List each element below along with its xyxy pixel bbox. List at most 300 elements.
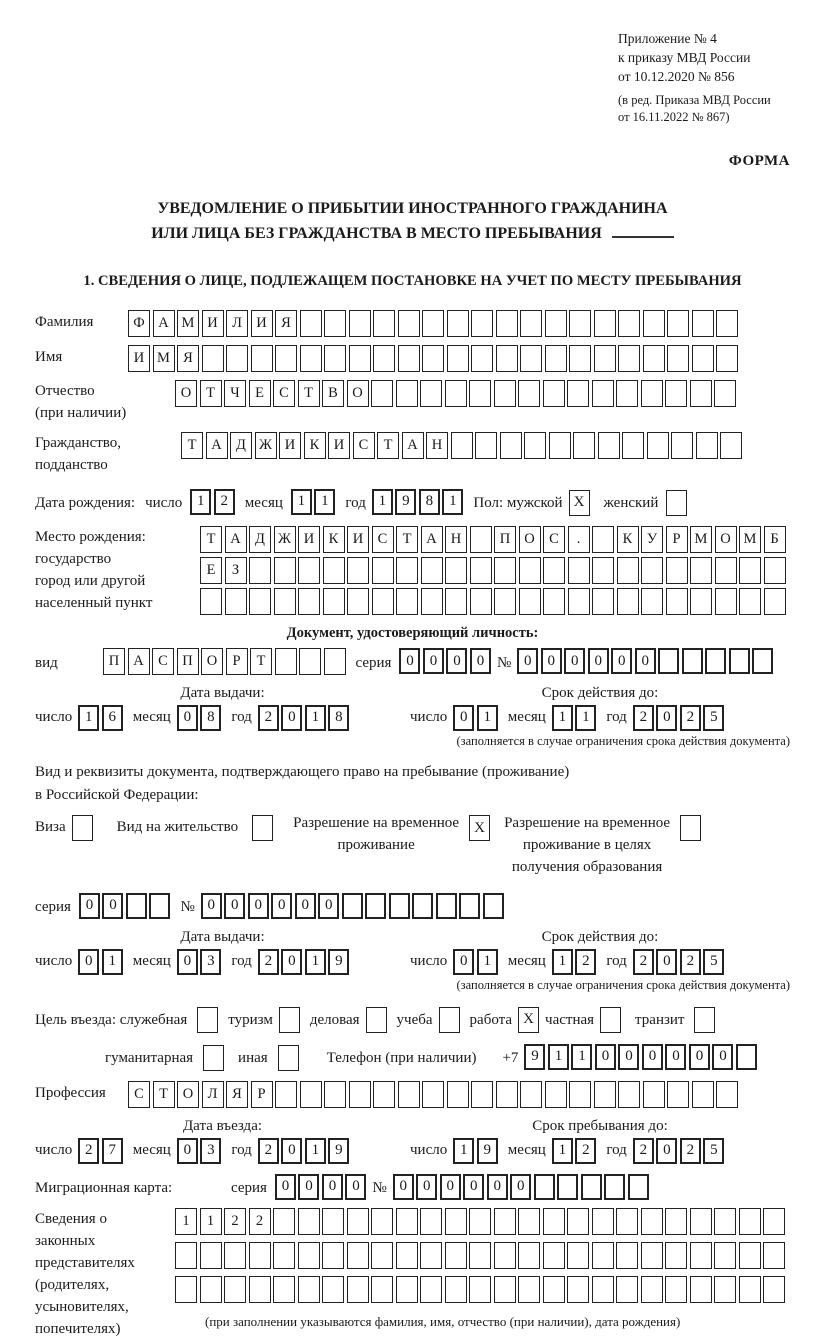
char-cell[interactable]: 1 xyxy=(477,705,498,731)
char-cell[interactable] xyxy=(494,588,516,615)
char-cell[interactable]: 0 xyxy=(345,1174,366,1200)
char-cell[interactable]: 2 xyxy=(633,949,654,975)
char-cell[interactable] xyxy=(445,588,467,615)
char-cell[interactable] xyxy=(568,588,590,615)
char-cell[interactable] xyxy=(592,1242,614,1269)
char-cell[interactable]: Т xyxy=(200,380,222,407)
char-cell[interactable]: 0 xyxy=(416,1174,437,1200)
char-cell[interactable] xyxy=(692,310,714,337)
char-cell[interactable] xyxy=(690,380,712,407)
char-cell[interactable] xyxy=(665,1208,687,1235)
char-cell[interactable] xyxy=(690,1208,712,1235)
char-cell[interactable] xyxy=(764,588,786,615)
char-cell[interactable] xyxy=(274,588,296,615)
char-cell[interactable]: 3 xyxy=(200,1138,221,1164)
char-cell[interactable]: Т xyxy=(200,526,222,553)
char-cell[interactable] xyxy=(373,310,395,337)
char-cell[interactable] xyxy=(322,1242,344,1269)
purpose-humanitarian-checkbox[interactable] xyxy=(203,1045,224,1071)
char-cell[interactable]: О xyxy=(519,526,541,553)
char-cell[interactable]: И xyxy=(128,345,150,372)
char-cell[interactable] xyxy=(273,1242,295,1269)
char-cell[interactable] xyxy=(543,380,565,407)
char-cell[interactable] xyxy=(739,1276,761,1303)
char-cell[interactable]: П xyxy=(494,526,516,553)
char-cell[interactable] xyxy=(715,588,737,615)
char-cell[interactable] xyxy=(617,588,639,615)
char-cell[interactable] xyxy=(469,380,491,407)
char-cell[interactable] xyxy=(347,1276,369,1303)
char-cell[interactable] xyxy=(715,557,737,584)
char-cell[interactable] xyxy=(149,893,170,919)
char-cell[interactable] xyxy=(690,1276,712,1303)
char-cell[interactable]: О xyxy=(715,526,737,553)
char-cell[interactable] xyxy=(396,1276,418,1303)
char-cell[interactable] xyxy=(573,432,595,459)
char-cell[interactable]: 8 xyxy=(419,489,440,515)
char-cell[interactable] xyxy=(275,1081,297,1108)
char-cell[interactable] xyxy=(665,380,687,407)
char-cell[interactable]: М xyxy=(153,345,175,372)
purpose-work-checkbox[interactable]: X xyxy=(518,1007,539,1033)
char-cell[interactable]: 2 xyxy=(680,705,701,731)
purpose-other-checkbox[interactable] xyxy=(278,1045,299,1071)
char-cell[interactable] xyxy=(543,1208,565,1235)
char-cell[interactable] xyxy=(389,893,410,919)
char-cell[interactable] xyxy=(622,432,644,459)
char-cell[interactable]: 0 xyxy=(298,1174,319,1200)
char-cell[interactable] xyxy=(736,1044,757,1070)
char-cell[interactable] xyxy=(373,1081,395,1108)
char-cell[interactable] xyxy=(545,310,567,337)
char-cell[interactable]: Н xyxy=(426,432,448,459)
char-cell[interactable] xyxy=(567,1276,589,1303)
char-cell[interactable] xyxy=(483,893,504,919)
char-cell[interactable] xyxy=(451,432,473,459)
char-cell[interactable] xyxy=(543,1242,565,1269)
char-cell[interactable] xyxy=(323,588,345,615)
char-cell[interactable] xyxy=(714,1276,736,1303)
char-cell[interactable]: 0 xyxy=(712,1044,733,1070)
char-cell[interactable] xyxy=(275,648,297,675)
char-cell[interactable] xyxy=(752,648,773,674)
char-cell[interactable]: С xyxy=(543,526,565,553)
char-cell[interactable] xyxy=(422,345,444,372)
char-cell[interactable] xyxy=(324,310,346,337)
temp-residence-edu-checkbox[interactable] xyxy=(680,815,701,841)
char-cell[interactable] xyxy=(545,345,567,372)
char-cell[interactable] xyxy=(447,310,469,337)
char-cell[interactable] xyxy=(469,1276,491,1303)
char-cell[interactable] xyxy=(447,1081,469,1108)
char-cell[interactable] xyxy=(398,310,420,337)
char-cell[interactable] xyxy=(251,345,273,372)
char-cell[interactable]: И xyxy=(251,310,273,337)
char-cell[interactable] xyxy=(549,432,571,459)
char-cell[interactable] xyxy=(372,557,394,584)
char-cell[interactable] xyxy=(764,557,786,584)
char-cell[interactable]: 0 xyxy=(656,1138,677,1164)
char-cell[interactable] xyxy=(396,588,418,615)
purpose-tourism-checkbox[interactable] xyxy=(279,1007,300,1033)
char-cell[interactable] xyxy=(763,1208,785,1235)
char-cell[interactable] xyxy=(225,588,247,615)
char-cell[interactable] xyxy=(445,1242,467,1269)
char-cell[interactable]: 0 xyxy=(618,1044,639,1070)
char-cell[interactable]: Т xyxy=(250,648,272,675)
char-cell[interactable]: 0 xyxy=(564,648,585,674)
char-cell[interactable]: 2 xyxy=(575,1138,596,1164)
char-cell[interactable]: Р xyxy=(226,648,248,675)
char-cell[interactable] xyxy=(342,893,363,919)
char-cell[interactable] xyxy=(347,588,369,615)
char-cell[interactable] xyxy=(471,1081,493,1108)
char-cell[interactable] xyxy=(349,1081,371,1108)
char-cell[interactable] xyxy=(604,1174,625,1200)
char-cell[interactable]: 0 xyxy=(463,1174,484,1200)
char-cell[interactable] xyxy=(471,345,493,372)
char-cell[interactable] xyxy=(569,310,591,337)
char-cell[interactable]: Т xyxy=(298,380,320,407)
char-cell[interactable] xyxy=(598,432,620,459)
char-cell[interactable] xyxy=(534,1174,555,1200)
char-cell[interactable]: 1 xyxy=(200,1208,222,1235)
char-cell[interactable]: 9 xyxy=(477,1138,498,1164)
char-cell[interactable] xyxy=(249,1276,271,1303)
char-cell[interactable] xyxy=(569,345,591,372)
char-cell[interactable] xyxy=(520,1081,542,1108)
char-cell[interactable]: М xyxy=(690,526,712,553)
char-cell[interactable]: 2 xyxy=(224,1208,246,1235)
char-cell[interactable]: . xyxy=(568,526,590,553)
char-cell[interactable]: С xyxy=(372,526,394,553)
char-cell[interactable] xyxy=(420,1242,442,1269)
char-cell[interactable] xyxy=(519,557,541,584)
char-cell[interactable] xyxy=(324,1081,346,1108)
char-cell[interactable] xyxy=(396,557,418,584)
char-cell[interactable]: 0 xyxy=(541,648,562,674)
char-cell[interactable]: 0 xyxy=(78,949,99,975)
purpose-official-checkbox[interactable] xyxy=(197,1007,218,1033)
char-cell[interactable]: 9 xyxy=(328,949,349,975)
char-cell[interactable]: П xyxy=(103,648,125,675)
char-cell[interactable]: 1 xyxy=(78,705,99,731)
char-cell[interactable]: А xyxy=(421,526,443,553)
char-cell[interactable]: 0 xyxy=(393,1174,414,1200)
char-cell[interactable] xyxy=(667,310,689,337)
char-cell[interactable] xyxy=(200,1276,222,1303)
char-cell[interactable] xyxy=(445,380,467,407)
char-cell[interactable] xyxy=(273,1276,295,1303)
char-cell[interactable]: 1 xyxy=(548,1044,569,1070)
char-cell[interactable] xyxy=(175,1242,197,1269)
char-cell[interactable] xyxy=(682,648,703,674)
char-cell[interactable]: 1 xyxy=(571,1044,592,1070)
char-cell[interactable]: 0 xyxy=(446,648,467,674)
char-cell[interactable]: 3 xyxy=(200,949,221,975)
char-cell[interactable] xyxy=(594,1081,616,1108)
char-cell[interactable]: 0 xyxy=(271,893,292,919)
char-cell[interactable]: 0 xyxy=(588,648,609,674)
char-cell[interactable] xyxy=(567,1208,589,1235)
char-cell[interactable] xyxy=(347,1208,369,1235)
char-cell[interactable] xyxy=(667,1081,689,1108)
char-cell[interactable]: 5 xyxy=(703,949,724,975)
char-cell[interactable]: И xyxy=(279,432,301,459)
char-cell[interactable]: О xyxy=(347,380,369,407)
char-cell[interactable] xyxy=(396,1208,418,1235)
char-cell[interactable] xyxy=(249,1242,271,1269)
char-cell[interactable]: И xyxy=(347,526,369,553)
char-cell[interactable] xyxy=(224,1276,246,1303)
purpose-private-checkbox[interactable] xyxy=(600,1007,621,1033)
char-cell[interactable] xyxy=(543,588,565,615)
char-cell[interactable] xyxy=(714,380,736,407)
char-cell[interactable]: 0 xyxy=(281,1138,302,1164)
char-cell[interactable]: 1 xyxy=(102,949,123,975)
char-cell[interactable] xyxy=(618,1081,640,1108)
char-cell[interactable]: 2 xyxy=(78,1138,99,1164)
char-cell[interactable]: М xyxy=(739,526,761,553)
char-cell[interactable]: З xyxy=(225,557,247,584)
char-cell[interactable]: 0 xyxy=(423,648,444,674)
char-cell[interactable] xyxy=(398,345,420,372)
char-cell[interactable] xyxy=(420,1276,442,1303)
char-cell[interactable]: О xyxy=(201,648,223,675)
char-cell[interactable]: 1 xyxy=(477,949,498,975)
char-cell[interactable] xyxy=(421,588,443,615)
char-cell[interactable]: Б xyxy=(764,526,786,553)
char-cell[interactable] xyxy=(323,557,345,584)
char-cell[interactable] xyxy=(200,1242,222,1269)
char-cell[interactable]: Л xyxy=(202,1081,224,1108)
char-cell[interactable] xyxy=(299,648,321,675)
char-cell[interactable]: 0 xyxy=(224,893,245,919)
char-cell[interactable]: 0 xyxy=(275,1174,296,1200)
char-cell[interactable] xyxy=(594,310,616,337)
char-cell[interactable]: 2 xyxy=(575,949,596,975)
char-cell[interactable]: 0 xyxy=(470,648,491,674)
char-cell[interactable]: 1 xyxy=(190,489,211,515)
char-cell[interactable]: 0 xyxy=(642,1044,663,1070)
char-cell[interactable]: 0 xyxy=(510,1174,531,1200)
char-cell[interactable]: Л xyxy=(226,310,248,337)
char-cell[interactable] xyxy=(518,380,540,407)
char-cell[interactable]: Я xyxy=(226,1081,248,1108)
char-cell[interactable]: П xyxy=(177,648,199,675)
char-cell[interactable]: 0 xyxy=(611,648,632,674)
char-cell[interactable]: С xyxy=(353,432,375,459)
char-cell[interactable]: К xyxy=(323,526,345,553)
char-cell[interactable]: 1 xyxy=(552,949,573,975)
char-cell[interactable]: 1 xyxy=(453,1138,474,1164)
char-cell[interactable] xyxy=(720,432,742,459)
char-cell[interactable]: 2 xyxy=(633,705,654,731)
char-cell[interactable] xyxy=(643,310,665,337)
char-cell[interactable] xyxy=(524,432,546,459)
char-cell[interactable] xyxy=(371,1242,393,1269)
char-cell[interactable] xyxy=(641,1242,663,1269)
char-cell[interactable] xyxy=(666,588,688,615)
char-cell[interactable] xyxy=(658,648,679,674)
char-cell[interactable]: Е xyxy=(200,557,222,584)
char-cell[interactable] xyxy=(347,1242,369,1269)
char-cell[interactable] xyxy=(739,1242,761,1269)
char-cell[interactable] xyxy=(469,1242,491,1269)
char-cell[interactable]: Ж xyxy=(274,526,296,553)
char-cell[interactable]: 0 xyxy=(635,648,656,674)
char-cell[interactable] xyxy=(398,1081,420,1108)
char-cell[interactable] xyxy=(671,432,693,459)
char-cell[interactable] xyxy=(371,380,393,407)
char-cell[interactable] xyxy=(324,648,346,675)
char-cell[interactable] xyxy=(496,345,518,372)
char-cell[interactable]: 0 xyxy=(201,893,222,919)
char-cell[interactable] xyxy=(322,1208,344,1235)
char-cell[interactable] xyxy=(714,1208,736,1235)
char-cell[interactable] xyxy=(594,345,616,372)
char-cell[interactable]: 0 xyxy=(517,648,538,674)
char-cell[interactable] xyxy=(300,310,322,337)
visa-checkbox[interactable] xyxy=(72,815,93,841)
char-cell[interactable] xyxy=(643,1081,665,1108)
char-cell[interactable]: Ж xyxy=(255,432,277,459)
char-cell[interactable] xyxy=(420,1208,442,1235)
char-cell[interactable]: Я xyxy=(177,345,199,372)
char-cell[interactable]: 0 xyxy=(79,893,100,919)
char-cell[interactable] xyxy=(459,893,480,919)
char-cell[interactable] xyxy=(518,1276,540,1303)
char-cell[interactable]: У xyxy=(641,526,663,553)
char-cell[interactable] xyxy=(592,1208,614,1235)
char-cell[interactable]: 0 xyxy=(177,949,198,975)
char-cell[interactable]: 2 xyxy=(258,705,279,731)
char-cell[interactable]: А xyxy=(128,648,150,675)
char-cell[interactable] xyxy=(518,1242,540,1269)
char-cell[interactable] xyxy=(616,1208,638,1235)
char-cell[interactable] xyxy=(347,557,369,584)
char-cell[interactable] xyxy=(249,557,271,584)
char-cell[interactable]: 0 xyxy=(177,705,198,731)
char-cell[interactable]: 0 xyxy=(656,705,677,731)
char-cell[interactable] xyxy=(739,1208,761,1235)
char-cell[interactable] xyxy=(494,1276,516,1303)
char-cell[interactable]: 1 xyxy=(575,705,596,731)
char-cell[interactable] xyxy=(592,1276,614,1303)
char-cell[interactable] xyxy=(445,557,467,584)
char-cell[interactable] xyxy=(763,1242,785,1269)
char-cell[interactable] xyxy=(500,432,522,459)
char-cell[interactable] xyxy=(618,345,640,372)
char-cell[interactable] xyxy=(421,557,443,584)
char-cell[interactable]: 1 xyxy=(175,1208,197,1235)
char-cell[interactable] xyxy=(226,345,248,372)
char-cell[interactable]: 1 xyxy=(305,949,326,975)
char-cell[interactable] xyxy=(545,1081,567,1108)
char-cell[interactable] xyxy=(569,1081,591,1108)
char-cell[interactable]: 2 xyxy=(680,949,701,975)
char-cell[interactable]: 6 xyxy=(102,705,123,731)
char-cell[interactable]: 0 xyxy=(595,1044,616,1070)
char-cell[interactable]: 0 xyxy=(102,893,123,919)
char-cell[interactable] xyxy=(520,310,542,337)
char-cell[interactable] xyxy=(616,1276,638,1303)
char-cell[interactable]: 0 xyxy=(318,893,339,919)
char-cell[interactable] xyxy=(763,1276,785,1303)
char-cell[interactable] xyxy=(543,557,565,584)
char-cell[interactable]: Д xyxy=(249,526,271,553)
char-cell[interactable] xyxy=(298,557,320,584)
char-cell[interactable]: К xyxy=(617,526,639,553)
char-cell[interactable] xyxy=(274,557,296,584)
char-cell[interactable] xyxy=(372,588,394,615)
char-cell[interactable]: 9 xyxy=(395,489,416,515)
char-cell[interactable]: 0 xyxy=(248,893,269,919)
char-cell[interactable]: А xyxy=(206,432,228,459)
char-cell[interactable] xyxy=(496,310,518,337)
char-cell[interactable] xyxy=(249,588,271,615)
char-cell[interactable] xyxy=(617,557,639,584)
char-cell[interactable] xyxy=(705,648,726,674)
char-cell[interactable]: 2 xyxy=(258,949,279,975)
char-cell[interactable] xyxy=(175,1276,197,1303)
char-cell[interactable] xyxy=(581,1174,602,1200)
char-cell[interactable] xyxy=(696,432,718,459)
char-cell[interactable] xyxy=(716,345,738,372)
char-cell[interactable]: 1 xyxy=(552,1138,573,1164)
char-cell[interactable] xyxy=(445,1276,467,1303)
char-cell[interactable]: О xyxy=(177,1081,199,1108)
char-cell[interactable] xyxy=(739,588,761,615)
char-cell[interactable] xyxy=(592,526,614,553)
char-cell[interactable] xyxy=(496,1081,518,1108)
char-cell[interactable]: И xyxy=(202,310,224,337)
char-cell[interactable]: 0 xyxy=(689,1044,710,1070)
char-cell[interactable] xyxy=(200,588,222,615)
char-cell[interactable] xyxy=(592,588,614,615)
char-cell[interactable] xyxy=(616,380,638,407)
char-cell[interactable] xyxy=(126,893,147,919)
char-cell[interactable]: Т xyxy=(396,526,418,553)
char-cell[interactable]: 1 xyxy=(291,489,312,515)
char-cell[interactable] xyxy=(667,345,689,372)
char-cell[interactable] xyxy=(616,1242,638,1269)
char-cell[interactable] xyxy=(557,1174,578,1200)
char-cell[interactable] xyxy=(298,1276,320,1303)
char-cell[interactable]: А xyxy=(402,432,424,459)
purpose-business-checkbox[interactable] xyxy=(366,1007,387,1033)
char-cell[interactable] xyxy=(322,1276,344,1303)
char-cell[interactable]: Ч xyxy=(224,380,246,407)
char-cell[interactable] xyxy=(647,432,669,459)
char-cell[interactable]: С xyxy=(152,648,174,675)
char-cell[interactable] xyxy=(396,1242,418,1269)
char-cell[interactable] xyxy=(298,1242,320,1269)
char-cell[interactable] xyxy=(519,588,541,615)
char-cell[interactable]: 0 xyxy=(399,648,420,674)
char-cell[interactable] xyxy=(692,345,714,372)
char-cell[interactable]: Р xyxy=(251,1081,273,1108)
char-cell[interactable]: Т xyxy=(153,1081,175,1108)
char-cell[interactable]: 2 xyxy=(258,1138,279,1164)
char-cell[interactable]: В xyxy=(322,380,344,407)
char-cell[interactable]: К xyxy=(304,432,326,459)
residence-permit-checkbox[interactable] xyxy=(252,815,273,841)
char-cell[interactable] xyxy=(224,1242,246,1269)
char-cell[interactable] xyxy=(665,1276,687,1303)
char-cell[interactable] xyxy=(202,345,224,372)
char-cell[interactable] xyxy=(618,310,640,337)
